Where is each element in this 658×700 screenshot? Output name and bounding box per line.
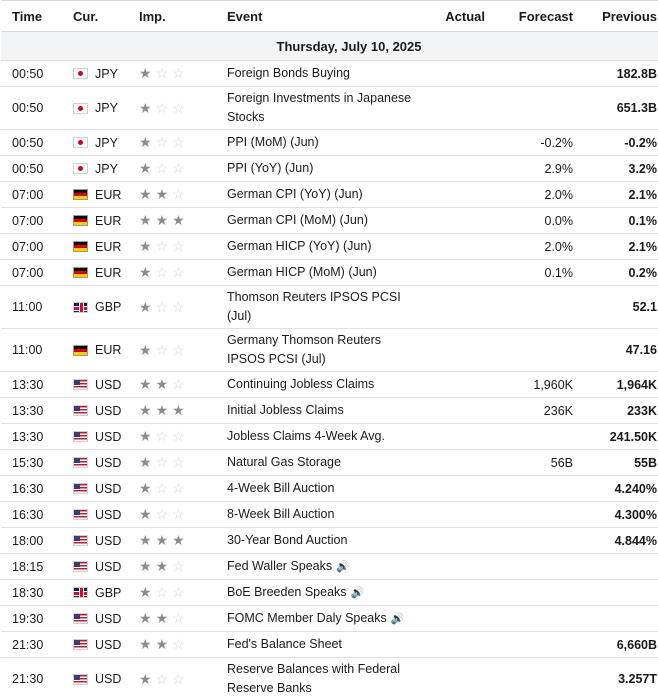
event-actual <box>413 87 485 130</box>
event-time: 13:30 <box>1 372 73 398</box>
event-name[interactable]: FOMC Member Daly Speaks <box>227 611 387 625</box>
star-empty-icon: ☆ <box>156 480 173 496</box>
importance-stars <box>139 234 227 260</box>
star-empty-icon: ☆ <box>172 186 189 202</box>
star-empty-icon: ☆ <box>172 558 189 574</box>
event-previous: 55B <box>573 450 658 476</box>
event-name[interactable]: PPI (YoY) (Jun) <box>227 161 313 175</box>
event-time: 11:00 <box>1 286 73 329</box>
flag-de-icon <box>73 267 88 278</box>
event-actual <box>413 208 485 234</box>
star-empty-icon: ☆ <box>172 264 189 280</box>
event-currency: USD <box>95 638 121 652</box>
event-currency: USD <box>95 430 121 444</box>
event-row[interactable] <box>1 554 658 580</box>
event-previous: 4.844% <box>573 528 658 554</box>
event-time: 07:00 <box>1 234 73 260</box>
importance-stars <box>139 658 227 700</box>
event-previous: 4.240% <box>573 476 658 502</box>
event-currency: USD <box>95 672 121 686</box>
event-forecast <box>485 658 573 700</box>
star-empty-icon: ☆ <box>172 65 189 81</box>
event-time: 18:15 <box>1 554 73 580</box>
flag-us-icon <box>73 613 88 624</box>
event-currency: JPY <box>95 101 118 115</box>
header-event[interactable]: Event <box>227 1 413 32</box>
star-filled-icon: ★ <box>139 532 156 548</box>
event-time: 13:30 <box>1 398 73 424</box>
star-empty-icon: ☆ <box>156 238 173 254</box>
event-time: 11:00 <box>1 329 73 372</box>
star-empty-icon: ☆ <box>172 480 189 496</box>
flag-de-icon <box>73 241 88 252</box>
event-forecast <box>485 61 573 87</box>
star-filled-icon: ★ <box>139 671 156 687</box>
event-name[interactable]: Jobless Claims 4-Week Avg. <box>227 429 385 443</box>
star-empty-icon: ☆ <box>156 454 173 470</box>
flag-us-icon <box>73 379 88 390</box>
star-empty-icon: ☆ <box>172 671 189 687</box>
flag-us-icon <box>73 457 88 468</box>
star-filled-icon: ★ <box>139 160 156 176</box>
event-currency: EUR <box>95 343 121 357</box>
event-row[interactable] <box>1 156 658 182</box>
flag-gb-icon <box>73 302 88 313</box>
event-time: 00:50 <box>1 156 73 182</box>
flag-de-icon <box>73 215 88 226</box>
event-forecast: 236K <box>485 398 573 424</box>
importance-stars <box>139 502 227 528</box>
star-empty-icon: ☆ <box>156 100 173 116</box>
importance-stars <box>139 208 227 234</box>
event-forecast: -0.2% <box>485 130 573 156</box>
event-time: 07:00 <box>1 260 73 286</box>
event-time: 15:30 <box>1 450 73 476</box>
event-previous: 52.1 <box>573 286 658 329</box>
importance-stars <box>139 528 227 554</box>
star-filled-icon: ★ <box>139 480 156 496</box>
event-previous: 2.1% <box>573 182 658 208</box>
event-time: 19:30 <box>1 606 73 632</box>
star-empty-icon: ☆ <box>172 134 189 150</box>
star-filled-icon: ★ <box>139 506 156 522</box>
flag-us-icon <box>73 535 88 546</box>
event-row[interactable] <box>1 398 658 424</box>
star-empty-icon: ☆ <box>172 100 189 116</box>
flag-us-icon <box>73 639 88 650</box>
event-row[interactable] <box>1 606 658 632</box>
star-empty-icon: ☆ <box>156 584 173 600</box>
star-empty-icon: ☆ <box>172 506 189 522</box>
star-empty-icon: ☆ <box>172 238 189 254</box>
star-empty-icon: ☆ <box>172 610 189 626</box>
event-currency: USD <box>95 378 121 392</box>
event-forecast <box>485 87 573 130</box>
event-forecast <box>485 632 573 658</box>
flag-jp-icon <box>73 137 88 148</box>
event-time: 18:30 <box>1 580 73 606</box>
flag-us-icon <box>73 561 88 572</box>
event-time: 07:00 <box>1 208 73 234</box>
star-empty-icon: ☆ <box>172 299 189 315</box>
event-actual <box>413 156 485 182</box>
event-currency: EUR <box>95 188 121 202</box>
importance-stars <box>139 329 227 372</box>
importance-stars <box>139 580 227 606</box>
event-row[interactable] <box>1 658 658 700</box>
event-row[interactable] <box>1 286 658 329</box>
event-time: 00:50 <box>1 130 73 156</box>
star-filled-icon: ★ <box>156 376 173 392</box>
header-actual[interactable]: Actual <box>413 1 485 32</box>
event-currency: EUR <box>95 214 121 228</box>
flag-us-icon <box>73 483 88 494</box>
event-name[interactable]: 8-Week Bill Auction <box>227 507 334 521</box>
event-actual <box>413 130 485 156</box>
header-time[interactable]: Time <box>1 1 73 32</box>
event-previous: -0.2% <box>573 130 658 156</box>
event-currency: USD <box>95 612 121 626</box>
event-forecast <box>485 580 573 606</box>
flag-jp-icon <box>73 68 88 79</box>
event-forecast <box>485 286 573 329</box>
importance-stars <box>139 286 227 329</box>
star-empty-icon: ☆ <box>156 65 173 81</box>
star-filled-icon: ★ <box>139 134 156 150</box>
event-actual <box>413 398 485 424</box>
importance-stars <box>139 61 227 87</box>
event-time: 16:30 <box>1 476 73 502</box>
event-name[interactable]: German HICP (MoM) (Jun) <box>227 265 377 279</box>
event-currency: JPY <box>95 67 118 81</box>
importance-stars <box>139 156 227 182</box>
event-actual <box>413 450 485 476</box>
event-name[interactable]: German CPI (YoY) (Jun) <box>227 187 363 201</box>
event-row[interactable] <box>1 580 658 606</box>
event-actual <box>413 476 485 502</box>
event-forecast: 2.9% <box>485 156 573 182</box>
flag-jp-icon <box>73 103 88 114</box>
event-currency: JPY <box>95 162 118 176</box>
event-name[interactable]: Fed's Balance Sheet <box>227 637 342 651</box>
flag-de-icon <box>73 345 88 356</box>
event-actual <box>413 182 485 208</box>
event-row[interactable] <box>1 502 658 528</box>
event-previous <box>573 580 658 606</box>
event-currency: USD <box>95 482 121 496</box>
header-currency[interactable]: Cur. <box>73 1 139 32</box>
star-empty-icon: ☆ <box>172 342 189 358</box>
star-filled-icon: ★ <box>156 212 173 228</box>
star-filled-icon: ★ <box>139 454 156 470</box>
star-empty-icon: ☆ <box>156 428 173 444</box>
event-actual <box>413 658 485 700</box>
event-time: 07:00 <box>1 182 73 208</box>
star-filled-icon: ★ <box>172 212 189 228</box>
star-empty-icon: ☆ <box>172 160 189 176</box>
star-empty-icon: ☆ <box>156 671 173 687</box>
star-empty-icon: ☆ <box>156 506 173 522</box>
flag-us-icon <box>73 431 88 442</box>
event-forecast <box>485 424 573 450</box>
event-previous: 4.300% <box>573 502 658 528</box>
event-forecast: 0.1% <box>485 260 573 286</box>
event-previous <box>573 606 658 632</box>
flag-jp-icon <box>73 163 88 174</box>
star-filled-icon: ★ <box>156 402 173 418</box>
event-actual <box>413 424 485 450</box>
flag-gb-icon <box>73 587 88 598</box>
importance-stars <box>139 87 227 130</box>
event-currency: USD <box>95 508 121 522</box>
date-label: Thursday, July 10, 2025 <box>1 32 658 61</box>
event-row[interactable] <box>1 87 658 130</box>
event-actual <box>413 554 485 580</box>
event-row[interactable] <box>1 130 658 156</box>
star-filled-icon: ★ <box>156 610 173 626</box>
event-currency: GBP <box>95 586 121 600</box>
event-previous: 6,660B <box>573 632 658 658</box>
event-name[interactable]: Germany Thomson Reuters IPSOS PCSI (Jul) <box>227 333 381 366</box>
flag-us-icon <box>73 674 88 685</box>
importance-stars <box>139 606 227 632</box>
star-filled-icon: ★ <box>156 186 173 202</box>
event-actual <box>413 606 485 632</box>
event-actual <box>413 329 485 372</box>
flag-us-icon <box>73 405 88 416</box>
importance-stars <box>139 554 227 580</box>
event-currency: GBP <box>95 300 121 314</box>
event-forecast <box>485 476 573 502</box>
star-filled-icon: ★ <box>139 264 156 280</box>
star-filled-icon: ★ <box>156 532 173 548</box>
event-actual <box>413 260 485 286</box>
star-filled-icon: ★ <box>139 299 156 315</box>
event-currency: EUR <box>95 240 121 254</box>
event-currency: EUR <box>95 266 121 280</box>
star-filled-icon: ★ <box>139 428 156 444</box>
event-name[interactable]: PPI (MoM) (Jun) <box>227 135 319 149</box>
event-forecast: 2.0% <box>485 182 573 208</box>
star-filled-icon: ★ <box>139 376 156 392</box>
event-forecast <box>485 502 573 528</box>
flag-de-icon <box>73 189 88 200</box>
event-name[interactable]: Thomson Reuters IPSOS PCSI (Jul) <box>227 290 401 323</box>
star-filled-icon: ★ <box>139 636 156 652</box>
event-name[interactable]: German HICP (YoY) (Jun) <box>227 239 372 253</box>
event-previous: 233K <box>573 398 658 424</box>
header-row <box>1 1 658 32</box>
importance-stars <box>139 476 227 502</box>
event-previous: 651.3B <box>573 87 658 130</box>
event-actual <box>413 580 485 606</box>
star-empty-icon: ☆ <box>156 134 173 150</box>
event-row[interactable] <box>1 476 658 502</box>
event-row[interactable] <box>1 234 658 260</box>
star-filled-icon: ★ <box>139 65 156 81</box>
event-row[interactable] <box>1 424 658 450</box>
event-name[interactable]: Foreign Bonds Buying <box>227 66 350 80</box>
event-name[interactable]: BoE Breeden Speaks <box>227 585 347 599</box>
event-currency: USD <box>95 560 121 574</box>
event-forecast: 2.0% <box>485 234 573 260</box>
event-row[interactable] <box>1 208 658 234</box>
importance-stars <box>139 182 227 208</box>
star-filled-icon: ★ <box>139 610 156 626</box>
event-previous: 3.257T <box>573 658 658 700</box>
speaker-icon: 🔊 <box>351 587 365 599</box>
event-previous <box>573 554 658 580</box>
event-name[interactable]: 4-Week Bill Auction <box>227 481 334 495</box>
event-name[interactable]: Fed Waller Speaks <box>227 559 332 573</box>
event-row[interactable] <box>1 450 658 476</box>
event-forecast: 56B <box>485 450 573 476</box>
event-row[interactable] <box>1 260 658 286</box>
event-forecast <box>485 606 573 632</box>
event-previous: 241.50K <box>573 424 658 450</box>
star-filled-icon: ★ <box>139 100 156 116</box>
star-filled-icon: ★ <box>139 342 156 358</box>
event-actual <box>413 234 485 260</box>
event-actual <box>413 632 485 658</box>
event-actual <box>413 372 485 398</box>
event-time: 21:30 <box>1 658 73 700</box>
event-time: 13:30 <box>1 424 73 450</box>
event-currency: JPY <box>95 136 118 150</box>
event-previous: 47.16 <box>573 329 658 372</box>
star-empty-icon: ☆ <box>156 299 173 315</box>
star-filled-icon: ★ <box>139 402 156 418</box>
importance-stars <box>139 398 227 424</box>
event-previous: 0.1% <box>573 208 658 234</box>
economic-calendar-table <box>1 0 658 700</box>
star-empty-icon: ☆ <box>172 428 189 444</box>
event-time: 16:30 <box>1 502 73 528</box>
importance-stars <box>139 130 227 156</box>
event-name[interactable]: Foreign Investments in Japanese Stocks <box>227 91 411 124</box>
star-filled-icon: ★ <box>139 238 156 254</box>
star-filled-icon: ★ <box>156 558 173 574</box>
event-name[interactable]: Continuing Jobless Claims <box>227 377 374 391</box>
importance-stars <box>139 632 227 658</box>
event-previous: 1,964K <box>573 372 658 398</box>
event-previous: 3.2% <box>573 156 658 182</box>
event-currency: USD <box>95 534 121 548</box>
event-name[interactable]: German CPI (MoM) (Jun) <box>227 213 368 227</box>
event-row[interactable] <box>1 528 658 554</box>
star-filled-icon: ★ <box>172 532 189 548</box>
star-empty-icon: ☆ <box>172 636 189 652</box>
header-forecast[interactable]: Forecast <box>485 1 573 32</box>
header-importance[interactable]: Imp. <box>139 1 227 32</box>
event-time: 21:30 <box>1 632 73 658</box>
importance-stars <box>139 260 227 286</box>
date-row <box>1 32 658 61</box>
event-name[interactable]: 30-Year Bond Auction <box>227 533 347 547</box>
star-empty-icon: ☆ <box>156 160 173 176</box>
event-forecast <box>485 329 573 372</box>
event-row[interactable] <box>1 632 658 658</box>
event-forecast: 0.0% <box>485 208 573 234</box>
event-time: 00:50 <box>1 87 73 130</box>
event-currency: USD <box>95 404 121 418</box>
event-row[interactable] <box>1 329 658 372</box>
event-previous: 182.8B <box>573 61 658 87</box>
importance-stars <box>139 424 227 450</box>
event-time: 00:50 <box>1 61 73 87</box>
event-name[interactable]: Initial Jobless Claims <box>227 403 344 417</box>
star-filled-icon: ★ <box>172 402 189 418</box>
star-empty-icon: ☆ <box>172 454 189 470</box>
star-filled-icon: ★ <box>139 212 156 228</box>
star-filled-icon: ★ <box>139 558 156 574</box>
event-actual <box>413 502 485 528</box>
event-actual <box>413 528 485 554</box>
event-row[interactable] <box>1 61 658 87</box>
star-empty-icon: ☆ <box>172 584 189 600</box>
event-forecast <box>485 554 573 580</box>
event-name[interactable]: Reserve Balances with Federal Reserve Banks <box>227 662 400 695</box>
star-filled-icon: ★ <box>139 186 156 202</box>
speaker-icon: 🔊 <box>391 613 405 625</box>
event-row[interactable] <box>1 182 658 208</box>
event-actual <box>413 61 485 87</box>
star-empty-icon: ☆ <box>172 376 189 392</box>
event-currency: USD <box>95 456 121 470</box>
header-previous[interactable]: Previous <box>573 1 658 32</box>
star-empty-icon: ☆ <box>156 342 173 358</box>
flag-us-icon <box>73 509 88 520</box>
speaker-icon: 🔊 <box>336 561 350 573</box>
event-previous: 0.2% <box>573 260 658 286</box>
event-actual <box>413 286 485 329</box>
event-time: 18:00 <box>1 528 73 554</box>
star-empty-icon: ☆ <box>156 264 173 280</box>
event-forecast: 1,960K <box>485 372 573 398</box>
importance-stars <box>139 372 227 398</box>
event-name[interactable]: Natural Gas Storage <box>227 455 341 469</box>
star-filled-icon: ★ <box>156 636 173 652</box>
event-previous: 2.1% <box>573 234 658 260</box>
event-row[interactable] <box>1 372 658 398</box>
star-filled-icon: ★ <box>139 584 156 600</box>
importance-stars <box>139 450 227 476</box>
event-forecast <box>485 528 573 554</box>
